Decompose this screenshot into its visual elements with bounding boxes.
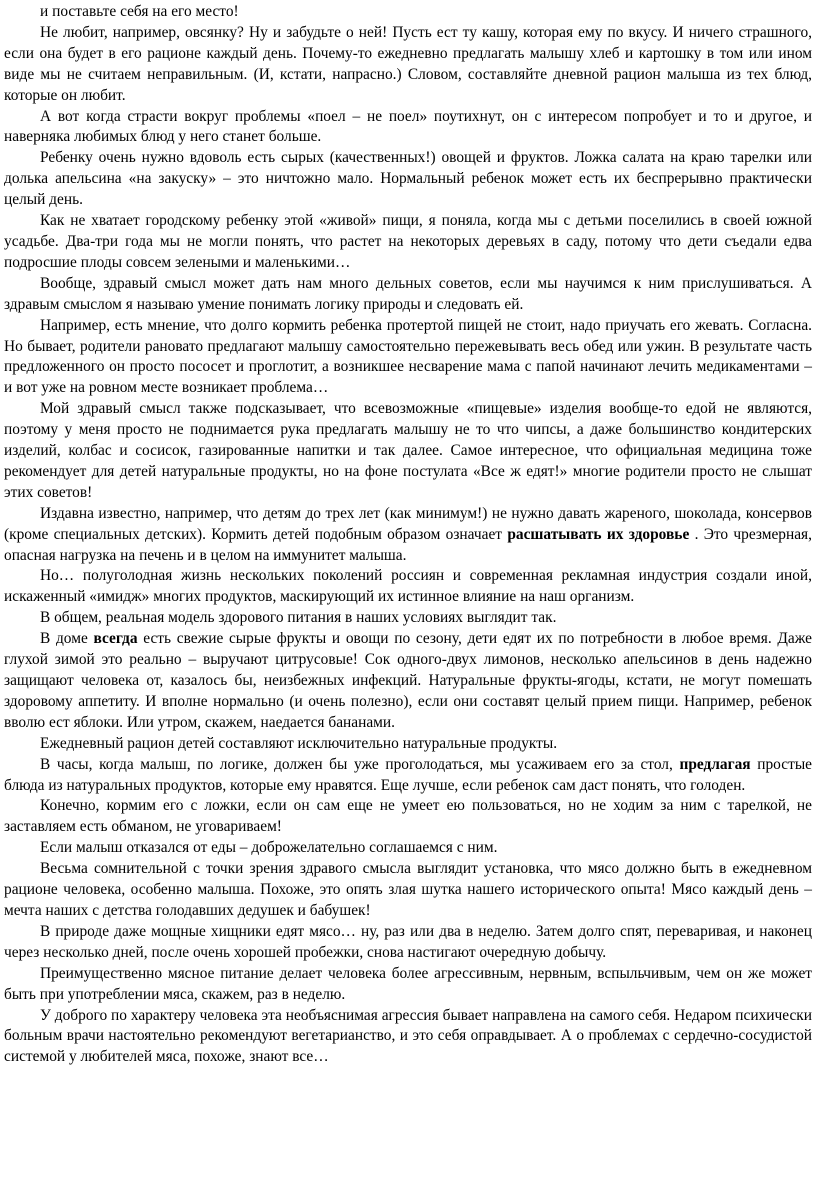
paragraph-text: В общем, реальная модель здорового питания в наших условиях выглядит так. xyxy=(40,609,557,627)
paragraph-text: Если малыш отказался от еды – доброжелательно соглашаемся с ним. xyxy=(40,839,498,857)
paragraph xyxy=(4,796,812,838)
paragraph xyxy=(4,148,812,211)
paragraph-text: Но… полуголодная жизнь нескольких поколений россиян и современная рекламная индустрия создали иной, искаженный «имидж» многих продуктов, маскирующий их истинное влияние на наш организм. xyxy=(4,567,812,606)
paragraph xyxy=(4,838,812,859)
paragraph-text: Весьма сомнительной с точки зрения здравого смысла выглядит установка, что мясо должно быть в ежедневном рационе человека, особенно малыша. Похоже, это опять злая шутка нашего исторического опыта! Мясо каждый день – мечта наших с детства голодавших дедушек и бабушек! xyxy=(4,860,812,919)
paragraph xyxy=(4,504,812,567)
paragraph-text: Конечно, кормим его с ложки, если он сам еще не умеет ею пользоваться, но не ходим за ним с тарелкой, не заставляем есть обманом, не уговариваем! xyxy=(4,797,812,836)
paragraph xyxy=(4,922,812,964)
emphasis-text: всегда xyxy=(93,630,138,648)
paragraph xyxy=(4,859,812,922)
paragraph-text: есть свежие сырые фрукты и овощи по сезону, дети едят их по потребности в любое время. Даже глухой зимой это реально – выручают цитрусовые! Сок одного-двух лимонов, несколько апельсинов в день надежно защищают человека от, казалось бы, неизбежных инфекций. Натуральные фрукты-ягоды, кстати, не могут помешать здоровому аппетиту. И вполне нормально (и очень полезно), если они составят целый прием пищи. Например, ребенок вволю ест яблоки. Или утром, скажем, наедается бананами. xyxy=(4,630,813,731)
paragraph xyxy=(4,107,812,149)
paragraph-text: В доме xyxy=(40,630,94,648)
paragraph xyxy=(4,608,812,629)
paragraph-text: Преимущественно мясное питание делает человека более агрессивным, нервным, вспыльчивым, чем он же может быть при употреблении мяса, скажем, раз в неделю. xyxy=(4,964,812,1003)
paragraph-text: и поставьте себя на его место! xyxy=(40,3,239,20)
paragraph xyxy=(4,2,812,23)
paragraph xyxy=(4,1006,812,1069)
paragraph xyxy=(4,734,812,755)
paragraph-text: Ежедневный рацион детей составляют исключительно натуральные продукты. xyxy=(40,734,558,752)
paragraph-text: Не любит, например, овсянку? Ну и забудьте о ней! Пусть ест ту кашу, которая ему по вкусу. И ничего страшного, если она будет в его рационе каждый день. Почему-то ежедневно предлагать малышу хлеб и картошку в том или ином виде мы не считаем неправильным. (И, кстати, напрасно.) Словом, составляйте дневной рацион малыша из тех блюд, которые он любит. xyxy=(4,23,812,104)
paragraph xyxy=(4,23,812,107)
paragraph-text: простые блюда из натуральных продуктов, которые ему нравятся. Еще лучше, если ребенок сам даст понять, что голоден. xyxy=(4,755,812,794)
paragraph xyxy=(4,399,812,504)
paragraph-text: У доброго по характеру человека эта необъяснимая агрессия бывает направлена на самого себя. Недаром психически больным врачи настоятельно рекомендуют вегетарианство, и это себя оправдывает. А о проблемах с сердечно-сосудистой системой у любителей мяса, похоже, знают все… xyxy=(4,1006,812,1066)
paragraph-text: . Это чрезмерная, опасная нагрузка на печень и в целом на иммунитет малыша. xyxy=(4,525,812,564)
paragraph xyxy=(4,629,812,734)
paragraph xyxy=(4,274,812,316)
paragraph-text: Ребенку очень нужно вдоволь есть сырых (качественных!) овощей и фруктов. Ложка салата на краю тарелки или долька апельсина «на закуску» – это ничтожно мало. Нормальный ребенок может есть их беспрерывно практически целый день. xyxy=(4,149,812,209)
paragraph xyxy=(4,964,812,1006)
paragraph-text: Вообще, здравый смысл может дать нам много дельных советов, если мы научимся к ним прислушиваться. А здравым смыслом я называю умение понимать логику природы и следовать ей. xyxy=(4,274,812,313)
paragraph-text: Мой здравый смысл также подсказывает, что всевозможные «пищевые» изделия вообще-то едой не являются, поэтому у меня просто не поднимается рука предлагать малышу не то что чипсы, а даже большинство кондитерских изделий, колбас и сосисок, газированные напитки и так далее. Самое интересное, что официальная медицина тоже рекомендует для детей натуральные продукты, но на фоне постулата «Все ж едят!» многие родители просто не слышат этих советов! xyxy=(4,400,812,501)
paragraph-text: Например, есть мнение, что долго кормить ребенка протертой пищей не стоит, надо приучать его жевать. Согласна. Но бывает, родители рановато предлагают малышу самостоятельно пережевывать весь обед или ужин. В результате часть предложенного он просто пососет и проглотит, а возникшее несварение мама с папой начинают лечить медикаментами – и вот уже на ровном месте возникает проблема… xyxy=(4,316,812,397)
paragraph xyxy=(4,566,812,608)
paragraph xyxy=(4,316,812,400)
emphasis-text: предлагая xyxy=(679,755,751,773)
paragraph-text: В природе даже мощные хищники едят мясо… ну, раз или два в неделю. Затем долго спят, переваривая, и наконец через несколько дней, после очень хорошей пробежки, снова настигают очередную добычу. xyxy=(4,922,812,961)
paragraph-text: Как не хватает городскому ребенку этой «живой» пищи, я поняла, когда мы с детьми поселились в своей южной усадьбе. Два-три года мы не могли понять, что растет на некоторых деревьях в саду, потому что дети съедали едва подросшие плоды совсем зелеными и маленькими… xyxy=(4,212,812,271)
paragraph-text: В часы, когда малыш, по логике, должен бы уже проголодаться, мы усаживаем его за стол, xyxy=(40,755,680,773)
paragraph-text: А вот когда страсти вокруг проблемы «поел – не поел» поутихнут, он с интересом попробует и то и другое, и наверняка любимых блюд у него станет больше. xyxy=(4,107,812,146)
paragraph xyxy=(4,211,812,274)
paragraph-text: Издавна известно, например, что детям до трех лет (как минимум!) не нужно давать жареного, шоколада, консервов (кроме специальных детских). Кормить детей подобным образом означает xyxy=(4,504,812,543)
emphasis-text: расшатывать их здоровье xyxy=(507,525,690,543)
paragraph xyxy=(4,755,812,797)
